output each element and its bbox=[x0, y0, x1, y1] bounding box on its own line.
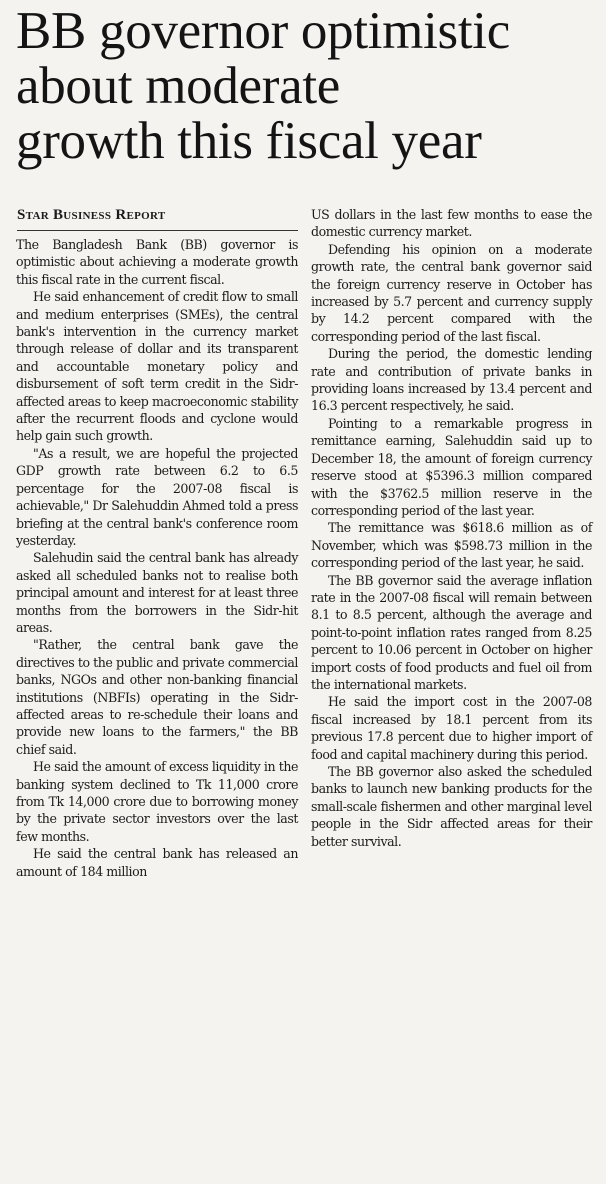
paragraph: He said the central bank has released an amount of 184 million bbox=[16, 846, 298, 879]
paragraph: He said the amount of excess liquidity in the banking system declined to Tk 11,000 crore from Tk 14,000 crore due to borrowing money by the private sector investors over the last few months. bbox=[16, 759, 298, 844]
byline-divider bbox=[17, 230, 298, 231]
byline: Star Business Report bbox=[17, 207, 166, 223]
paragraph: US dollars in the last few months to ease the domestic currency market. bbox=[311, 207, 592, 240]
headline bbox=[16, 4, 596, 169]
paragraph: Salehudin said the central bank has already asked all scheduled banks not to realise both principal amount and interest for at least three months from the borrowers in the Sidr-hit areas. bbox=[16, 550, 298, 635]
headline-line: BB governor optimistic bbox=[16, 2, 510, 60]
paragraph: "As a result, we are hopeful the projected GDP growth rate between 6.2 to 6.5 percentage for the 2007-08 fiscal is achievable," Dr Salehuddin Ahmed told a press briefing at the central bank's conference room yesterday. bbox=[16, 445, 298, 548]
paragraph: "Rather, the central bank gave the directives to the public and private commercial banks, NGOs and other non-banking financial institutions (NBFIs) operating in the Sidr-affected areas to re-schedule their loans and provide new loans to the farmers," the BB chief said. bbox=[16, 637, 298, 757]
paragraph: During the period, the domestic lending rate and contribution of private banks in providing loans increased by 13.4 percent and 16.3 percent respectively, he said. bbox=[311, 346, 592, 414]
paragraph: He said enhancement of credit flow to small and medium enterprises (SMEs), the central bank's intervention in the currency market through release of dollar and its transparent and accountable monetary policy and disbursement of soft term credit in the Sidr-affected areas to keep macroeconomic stability after the recurrent floods and cyclone would help gain such growth. bbox=[16, 289, 298, 444]
paragraph: The remittance was $618.6 million as of November, which was $598.73 million in the corresponding period of the last year, he said. bbox=[311, 520, 592, 571]
column-1 bbox=[16, 236, 298, 880]
paragraph: The Bangladesh Bank (BB) governor is optimistic about achieving a moderate growth this fiscal rate in the current fiscal. bbox=[16, 237, 298, 287]
paragraph: Defending his opinion on a moderate growth rate, the central bank governor said the foreign currency reserve in October has increased by 5.7 percent and currency supply by 14.2 percent compared with the corresponding period of the last fiscal. bbox=[311, 241, 592, 344]
paragraph: Pointing to a remarkable progress in remittance earning, Salehuddin said up to December 18, the amount of foreign currency reserve stood at $5396.3 million compared with the $3762.5 million reserve in the corresponding period of the last year. bbox=[311, 415, 592, 518]
paragraph: The BB governor also asked the scheduled banks to launch new banking products for the small-scale fishermen and other marginal level people in the Sidr affected areas for their better survival. bbox=[311, 764, 592, 849]
paragraph: The BB governor said the average inflation rate in the 2007-08 fiscal will remain between 8.1 to 8.5 percent, although the average and point-to-point inflation rates ranged from 8.25 percent to 10.06 percent in October on higher import costs of food products and fuel oil from the international markets. bbox=[311, 572, 592, 692]
headline-line: growth this fiscal year bbox=[16, 112, 482, 170]
paragraph: He said the import cost in the 2007-08 fiscal increased by 18.1 percent from its previous 17.8 percent due to higher import of food and capital machinery during this period. bbox=[311, 694, 592, 762]
headline-line: about moderate bbox=[16, 57, 340, 115]
column-2 bbox=[311, 206, 592, 850]
